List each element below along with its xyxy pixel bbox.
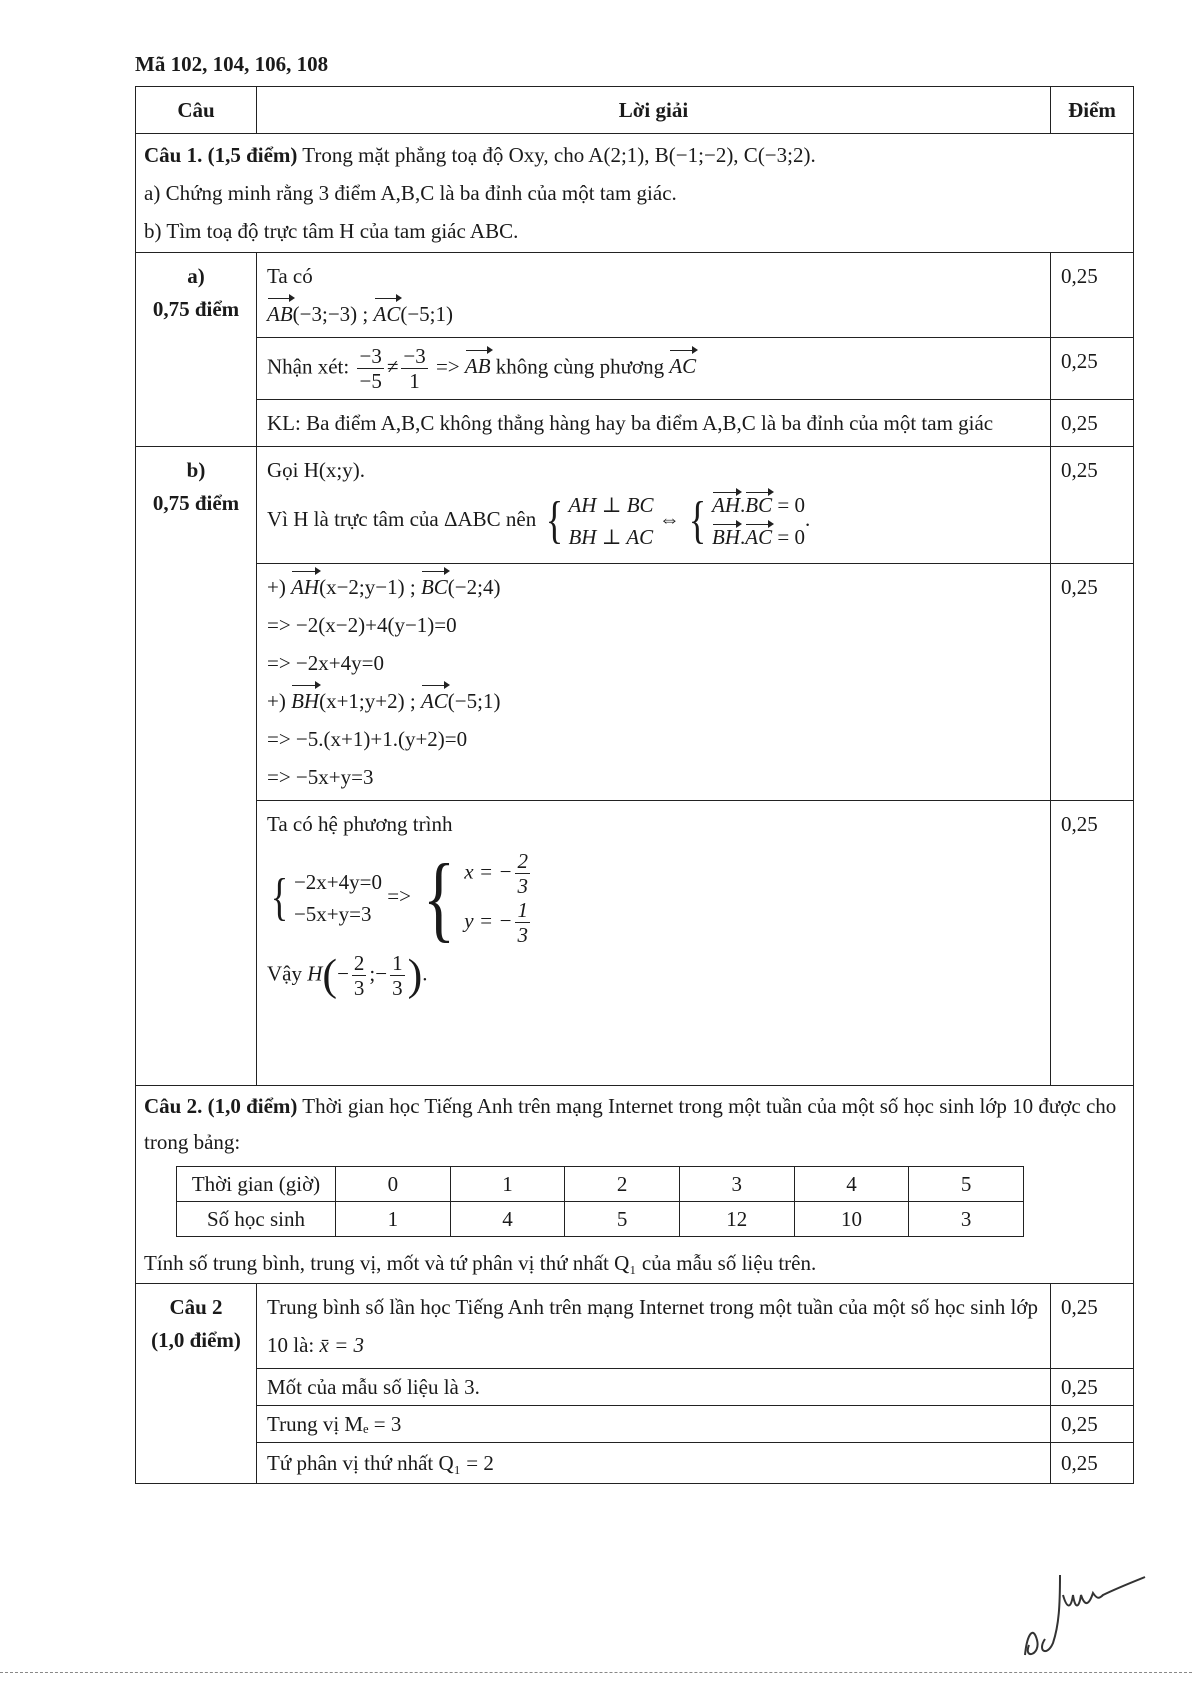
q1-title: Câu 1. (1,5 điểm) bbox=[144, 143, 298, 167]
q1-statement-row bbox=[136, 134, 1134, 253]
vector-ab: AB bbox=[465, 347, 491, 385]
q1b-label: b) bbox=[186, 458, 206, 482]
q1b-row1-content bbox=[257, 447, 1051, 564]
q2-row1-score: 0,25 bbox=[1051, 1284, 1134, 1369]
header-question: Câu bbox=[136, 87, 257, 134]
vector-bc: BC bbox=[421, 568, 448, 606]
q2-intro: Thời gian học Tiếng Anh trên mạng Internet trong một tuần của một số học sinh lớp 10 được cho trong bảng: bbox=[144, 1094, 1117, 1154]
q2-title: Câu 2. (1,0 điểm) bbox=[144, 1094, 298, 1118]
q1a-row1 bbox=[136, 253, 1134, 338]
q2-row2-content: Mốt của mẫu số liệu là 3. bbox=[257, 1369, 1051, 1406]
q2-row2 bbox=[136, 1369, 1134, 1406]
q1-statement bbox=[136, 134, 1134, 253]
vector-ab: AB bbox=[267, 295, 293, 333]
orthocenter-result: Vậy H(− $\frac{2}{3}$ ;− $\frac{1}{3}$ ). bbox=[267, 950, 428, 1000]
q2-label-cell bbox=[136, 1284, 257, 1484]
q2-statement-row bbox=[136, 1086, 1134, 1284]
q1a-label: a) bbox=[187, 264, 205, 288]
fraction-a: $\frac{-3}{-5}$ bbox=[359, 344, 382, 393]
header-solution: Lời giải bbox=[257, 87, 1051, 134]
frequency-row-time: Thời gian (giờ) 0 1 2 3 4 5 bbox=[177, 1167, 1024, 1202]
q2-row1-content: Trung bình số lần học Tiếng Anh trên mạng Internet trong một tuần của một số học sinh lớp 10 là: x̄ = 3 bbox=[257, 1284, 1051, 1369]
frequency-table bbox=[176, 1166, 1024, 1237]
q1b-row2-score: 0,25 bbox=[1051, 564, 1134, 801]
q1b-row1-score: 0,25 bbox=[1051, 447, 1134, 564]
q1a-row3 bbox=[136, 400, 1134, 447]
fraction-b: $\frac{-3}{1}$ bbox=[403, 344, 426, 393]
frequency-row-students: Số học sinh 1 4 5 12 10 3 bbox=[177, 1202, 1024, 1237]
q1b-row1-line1: Gọi H(x;y). bbox=[267, 458, 365, 482]
q1b-label-cell bbox=[136, 447, 257, 1086]
q2-row3-score: 0,25 bbox=[1051, 1406, 1134, 1443]
q1a-row2-score: 0,25 bbox=[1051, 338, 1134, 400]
q2-points: (1,0 điểm) bbox=[151, 1328, 241, 1352]
solution-system: { −2x+4y=0 −5x+y=3 => { x = − $\frac{2}{3}$ y = − $\frac{1}{3}$ bbox=[270, 844, 528, 951]
q1a-row1-line2: AB(−3;−3) ; AC(−5;1) bbox=[267, 295, 1040, 333]
q1b-row3-score: 0,25 bbox=[1051, 801, 1134, 1086]
answer-table bbox=[135, 86, 1134, 1484]
q2-row2-score: 0,25 bbox=[1051, 1369, 1134, 1406]
q1a-row1-content bbox=[257, 253, 1051, 338]
header-row bbox=[136, 87, 1134, 134]
vector-bh: BH bbox=[291, 682, 319, 720]
dot-product-system: { AH.BC = 0 BH.AC = 0 bbox=[685, 489, 805, 553]
q1-intro: Trong mặt phẳng toạ độ Oxy, cho A(2;1), B(−1;−2), C(−3;2). bbox=[302, 143, 816, 167]
q1b-row1 bbox=[136, 447, 1134, 564]
q1a-label-cell bbox=[136, 253, 257, 447]
page-bottom-rule bbox=[0, 1672, 1192, 1673]
q1-part-a: a) Chứng minh rằng 3 điểm A,B,C là ba đỉnh của một tam giác. bbox=[144, 181, 677, 205]
q2-question: Tính số trung bình, trung vị, mốt và tứ phân vị thứ nhất Q₁ của mẫu số liệu trên. bbox=[144, 1251, 817, 1275]
q1b-row1-line2: Vì H là trực tâm của ΔABC nên { AH ⊥ BC BH ⊥ AC ⇔ { AH.BC = 0 BH.AC = 0 . bbox=[267, 489, 1040, 559]
q1a-row2-content: Nhận xét: $\frac{-3}{-5}$ ≠ $\frac{-3}{1}$ => AB không cùng phương AC bbox=[257, 338, 1051, 400]
q2-statement bbox=[136, 1086, 1134, 1284]
q1a-row3-content: KL: Ba điểm A,B,C không thẳng hàng hay ba điểm A,B,C là ba đỉnh của một tam giác bbox=[257, 400, 1051, 447]
q1b-row2 bbox=[136, 564, 1134, 801]
q1a-row2 bbox=[136, 338, 1134, 400]
q1a-row1-line1: Ta có bbox=[267, 264, 313, 288]
q2-row3 bbox=[136, 1406, 1134, 1443]
vector-ac: AC bbox=[669, 347, 696, 385]
q1b-points: 0,75 điểm bbox=[152, 491, 240, 515]
q2-row4 bbox=[136, 1443, 1134, 1484]
q1b-row3 bbox=[136, 801, 1134, 1086]
q1a-row1-score: 0,25 bbox=[1051, 253, 1134, 338]
header-score: Điểm bbox=[1051, 87, 1134, 134]
q2-label: Câu 2 bbox=[169, 1295, 223, 1319]
q1b-row2-content: +) AH(x−2;y−1) ; BC(−2;4) => −2(x−2)+4(y−1)=0 => −2x+4y=0 +) BH(x+1;y+2) ; AC(−5;1) => −5.(x+1)+1.(y+2)=0 => −5x+y=3 bbox=[257, 564, 1051, 801]
signature bbox=[1015, 1565, 1165, 1665]
q2-row3-content: Trung vị Mₑ = 3 bbox=[257, 1406, 1051, 1443]
q1a-row3-score: 0,25 bbox=[1051, 400, 1134, 447]
vector-ah: AH bbox=[291, 568, 319, 606]
q2-row1 bbox=[136, 1284, 1134, 1369]
vector-ac: AC bbox=[374, 295, 401, 333]
q1a-points: 0,75 điểm bbox=[152, 297, 240, 321]
perp-system: { AH ⊥ BC BH ⊥ AC bbox=[545, 492, 654, 549]
vector-ac: AC bbox=[421, 682, 448, 720]
q2-row4-content: Tứ phân vị thứ nhất Q₁ = 2 bbox=[257, 1443, 1051, 1484]
page-code: Mã 102, 104, 106, 108 bbox=[135, 52, 329, 76]
q2-row4-score: 0,25 bbox=[1051, 1443, 1134, 1484]
q1-part-b: b) Tìm toạ độ trực tâm H của tam giác ABC. bbox=[144, 219, 519, 243]
q1b-row3-content: Ta có hệ phương trình { −2x+4y=0 −5x+y=3 => { x = − $\frac{2}{3}$ y = − $\frac{1}{3}$ Vậy H(− $\frac{2}{3}$ ;− $\frac{1}{3}$ ). bbox=[257, 801, 1051, 1086]
